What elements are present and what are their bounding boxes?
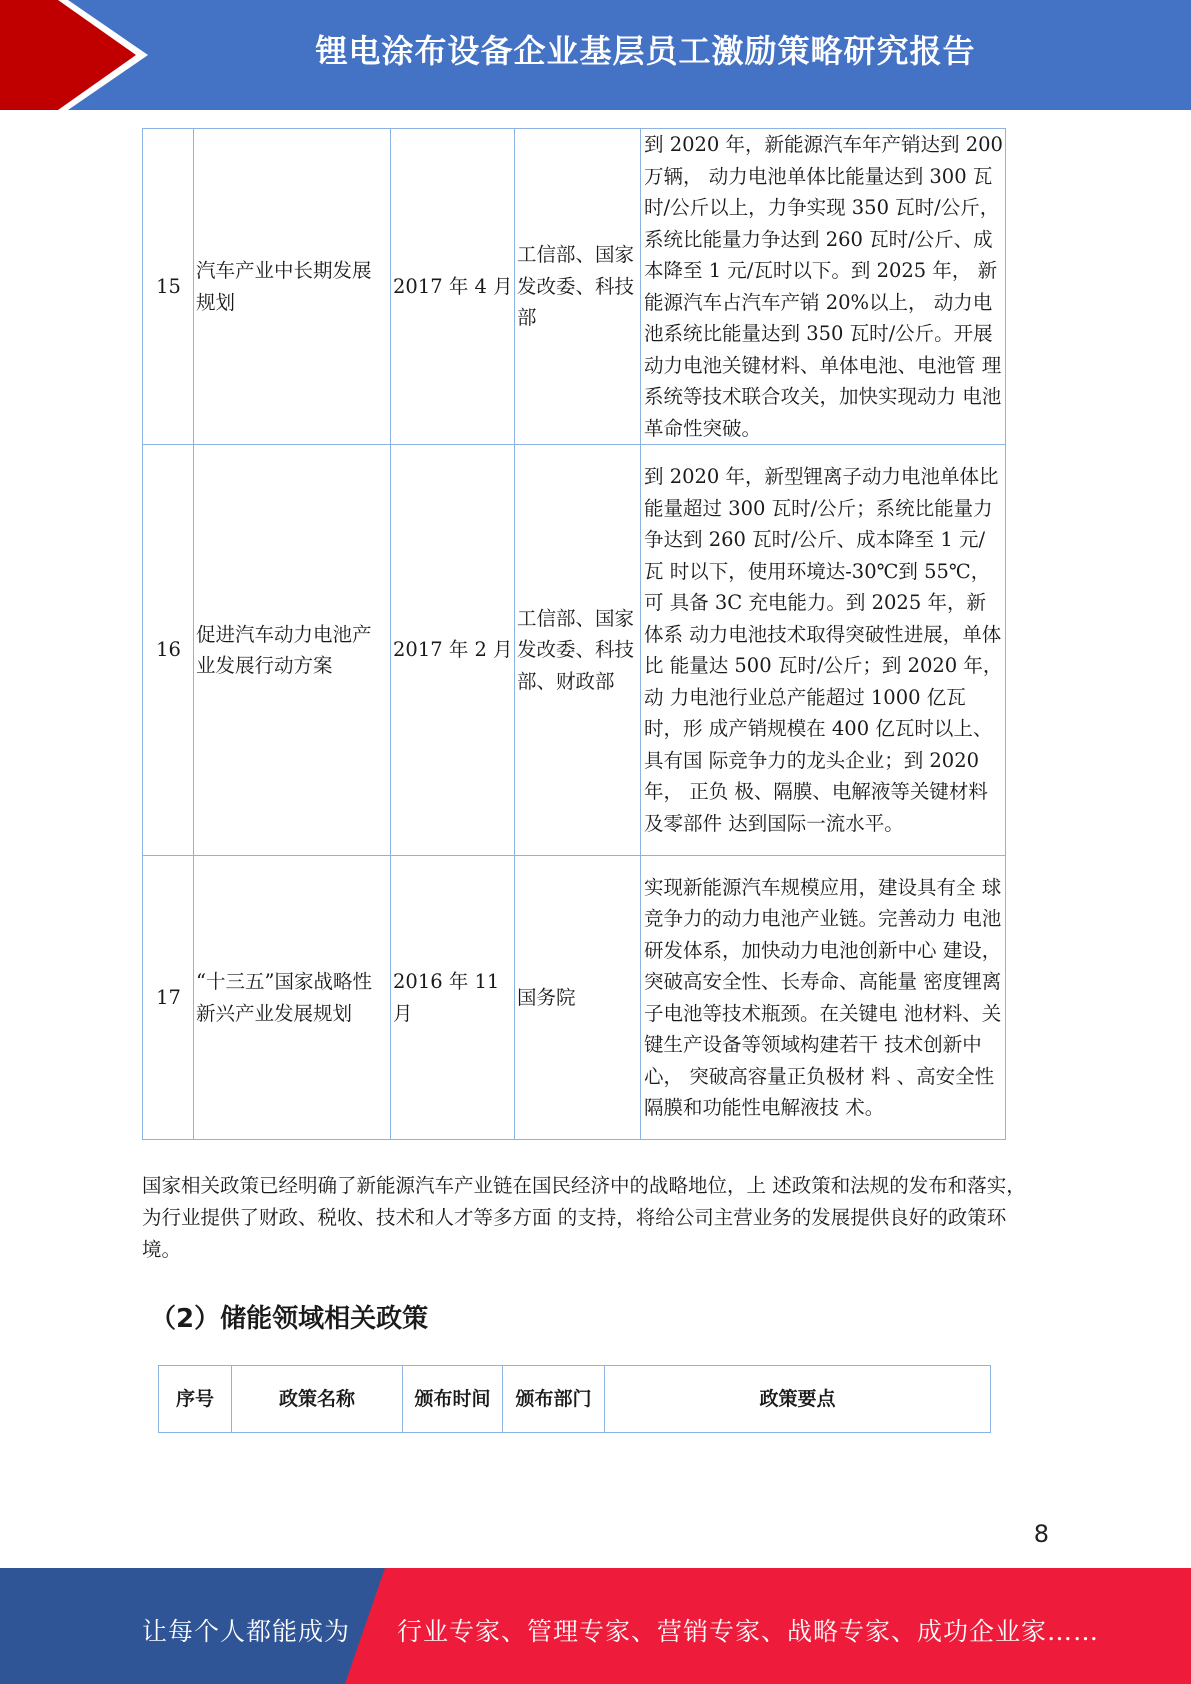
policy-name: 促进汽车动力电池产 业发展行动方案	[194, 445, 391, 856]
table-row	[143, 445, 1006, 856]
policy-time: 2016 年 11 月	[391, 856, 515, 1140]
policy-time: 2017 年 4 月	[391, 129, 515, 445]
page-header	[0, 0, 1191, 110]
policy-dept: 工信部、国家发改委、科技部、财政部	[515, 445, 641, 856]
policy-number: 16	[143, 445, 194, 856]
energy-storage-policy-table-header	[158, 1365, 991, 1433]
policy-dept: 国务院	[515, 856, 641, 1140]
policy-number: 15	[143, 129, 194, 445]
header-cell-points: 政策要点	[605, 1366, 991, 1433]
policy-name: “十三五”国家战略性 新兴产业发展规划	[194, 856, 391, 1140]
footer-slogan-right: 行业专家、管理专家、营销专家、战略专家、成功企业家……	[397, 1617, 1100, 1646]
page-number: 8	[1033, 1520, 1049, 1548]
policy-dept: 工信部、国家发改委、科技部	[515, 129, 641, 445]
header-cell-dept: 颁布部门	[503, 1366, 605, 1433]
header-cell-time: 颁布时间	[403, 1366, 503, 1433]
policy-points: 到 2020 年，新能源汽车年产销达到 200 万辆， 动力电池单体比能量达到 300 瓦时/公斤以上，力争实现 350 瓦时/公斤，系统比能量力争达到 260 瓦时/公斤、成本降至 1 元/瓦时以下。到 2025 年， 新能源汽车占汽车产销 20%以上， 动力电池系统比能量达到 350 瓦时/公斤。开展动力电池关键材料、单体电池、电池管 理系统等技术联合攻关，加快实现动力 电池革命性突破。	[641, 129, 1006, 445]
footer-slogan-left: 让每个人都能成为	[142, 1617, 351, 1646]
policy-time: 2017 年 2 月	[391, 445, 515, 856]
policy-points: 到 2020 年，新型锂离子动力电池单体比 能量超过 300 瓦时/公斤；系统比能量力 争达到 260 瓦时/公斤、成本降至 1 元/瓦 时以下，使用环境达-30℃到 55℃，可 具备 3C 充电能力。到 2025 年，新体系 动力电池技术取得突破性进展，单体比 能量达 500 瓦时/公斤；到 2020 年， 动 力电池行业总产能超过 1000 亿瓦时，形 成产销规模在 400 亿瓦时以上、具有国 际竞争力的龙头企业；到 2020 年， 正负 极、隔膜、电解液等关键材料及零部件 达到国际一流水平。	[641, 445, 1006, 856]
policy-points: 实现新能源汽车规模应用，建设具有全 球竞争力的动力电池产业链。完善动力 电池研发体系，加快动力电池创新中心 建设，突破高安全性、长寿命、高能量 密度锂离子电池等技术瓶颈。在关键电 池材料、关键生产设备等领域构建若干 技术创新中心， 突破高容量正负极材 料 、高安全性隔膜和功能性电解液技 术。	[641, 856, 1006, 1140]
policy-table	[142, 128, 1006, 1140]
header-cell-number: 序号	[159, 1366, 232, 1433]
header-cell-name: 政策名称	[232, 1366, 403, 1433]
table-row	[143, 856, 1006, 1140]
body-paragraph: 国家相关政策已经明确了新能源汽车产业链在国民经济中的战略地位，上 述政策和法规的发布和落实，为行业提供了财政、税收、技术和人才等多方面 的支持，将给公司主营业务的发展提供良好的政策环境。	[142, 1174, 1026, 1261]
table-row	[143, 129, 1006, 445]
policy-number: 17	[143, 856, 194, 1140]
page-footer	[0, 1568, 1191, 1684]
report-title: 锂电涂布设备企业基层员工激励策略研究报告	[315, 32, 976, 70]
section-heading: （2）储能领域相关政策	[150, 1304, 429, 1334]
table-header-row	[159, 1366, 991, 1433]
policy-name: 汽车产业中长期发展 规划	[194, 129, 391, 445]
